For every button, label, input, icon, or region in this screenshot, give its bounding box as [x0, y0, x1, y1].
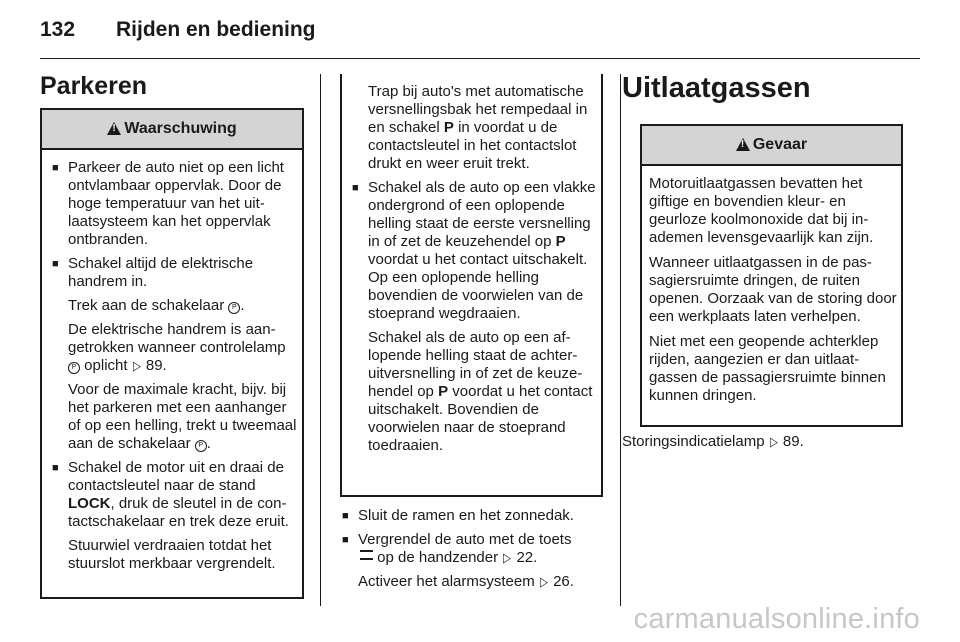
- bullet-text: , druk de sleutel in de contactschakelaar en trek deze eruit.: [68, 495, 289, 530]
- warning-box: [40, 108, 304, 599]
- danger-body: [642, 166, 901, 405]
- list-item: [50, 255, 298, 291]
- para-text: voordat u het contact uitschakelt. Bovendien de voorwielen naar de stoeprand toedraaien.: [368, 383, 593, 454]
- para-text: De elektrische handrem is aangetrokken wanneer controlelamp: [68, 321, 286, 356]
- danger-box: [640, 124, 903, 427]
- column-divider-right: [620, 74, 621, 606]
- para-text: Trap bij auto's met automatische versnellingsbak het rempedaal in en schakel: [368, 83, 588, 136]
- page-reference[interactable]: 22.: [516, 549, 538, 566]
- list-item: [50, 159, 298, 249]
- warning-triangle-icon: [107, 122, 121, 135]
- para-text: Activeer het alarmsysteem: [358, 573, 535, 590]
- middle-after-box: [340, 507, 602, 597]
- para-text: Trek aan de schakelaar: [68, 297, 225, 314]
- bullet-text: op de handzender: [377, 549, 499, 566]
- bullet-text: Vergrendel de auto met de toets: [358, 531, 572, 548]
- page-reference-arrow-icon: ▷: [503, 550, 512, 565]
- page-reference[interactable]: 89.: [145, 357, 167, 374]
- para-text: Schakel als de auto op een aflopende helling staat de achteruitversnelling in of zet de keuzehendel op: [368, 329, 583, 400]
- paragraph: Wanneer uitlaatgassen in de passagiersruimte dringen, de ruiten openen. Oorzaak van de storing door een werkplaats laten verhelpen.: [649, 254, 897, 325]
- list-item: [50, 459, 298, 531]
- para-text: in voordat u de contactsleutel in het contactslot drukt en weer eruit trekt.: [368, 119, 577, 172]
- right-after-box: [622, 433, 902, 451]
- warning-title: Waarschuwing: [124, 120, 237, 137]
- bullet-text: Schakel de motor uit en draai de contactsleutel naar de stand: [68, 459, 284, 494]
- warning-box-header: [42, 110, 302, 150]
- page-number: 132: [40, 18, 76, 41]
- para-text: Storingsindicatielamp: [622, 433, 765, 450]
- list-item: [340, 531, 602, 567]
- paragraph: [340, 573, 602, 591]
- danger-box-header: [642, 126, 901, 166]
- bullet-text: voordat u het contact uitschakelt. Op een oplopende helling bovendien de voorwielen van de stoeprand wegdraaien.: [368, 251, 588, 322]
- parking-brake-icon: P: [68, 362, 80, 374]
- section-heading-parkeren: Parkeren: [40, 72, 148, 100]
- page-reference-arrow-icon: ▷: [539, 574, 548, 589]
- list-item: [340, 507, 602, 525]
- paragraph: Niet met een geopende achterklep rijden, aangezien er dan uitlaatgassen de passagiersruimte binnen kunnen dringen.: [649, 333, 886, 404]
- header-rule: [40, 58, 920, 59]
- warning-body-continued: [342, 74, 601, 455]
- bullet-text: Parkeer de auto niet op een licht ontvlambaar oppervlak. Door de hoge temperatuur van het uitlaatsysteem kan het oppervlak ontbranden.: [68, 159, 284, 248]
- bullet-text: Sluit de ramen en het zonnedak.: [358, 507, 574, 524]
- lock-key-icon: [360, 550, 373, 560]
- warning-body: [42, 150, 302, 573]
- paragraph: [50, 537, 298, 573]
- paragraph: Trek aan de schakelaar P .: [68, 297, 245, 314]
- warning-triangle-icon: [736, 138, 750, 151]
- parking-brake-icon: P: [228, 302, 240, 314]
- paragraph: [350, 329, 597, 455]
- watermark: carmanualsonline.info: [633, 603, 920, 635]
- gear-p-label: P: [555, 233, 566, 250]
- page-reference-arrow-icon: ▷: [132, 358, 141, 373]
- lock-label: LOCK: [68, 495, 111, 512]
- gear-p-label: P: [438, 383, 449, 400]
- paragraph: [50, 321, 298, 375]
- running-head: Rijden en bediening: [116, 18, 316, 41]
- paragraph: Voor de maximale kracht, bijv. bij het parkeren met een aanhanger of op een helling, trekt u tweemaal aan de schakelaar P .: [68, 381, 297, 452]
- gear-p-label: P: [443, 119, 454, 136]
- page-reference[interactable]: 89.: [782, 433, 804, 450]
- warning-box-continued: [340, 74, 603, 497]
- page-reference[interactable]: 26.: [553, 573, 574, 590]
- para-text: oplicht: [84, 357, 128, 374]
- parking-brake-icon: P: [195, 440, 207, 452]
- bullet-text: Schakel als de auto op een vlakke ondergrond of een oplopende helling staat de eerste versnelling in of zet de keuzehendel op: [368, 179, 596, 250]
- column-divider-left: [320, 74, 321, 606]
- danger-title: Gevaar: [752, 136, 808, 153]
- list-item: [350, 179, 597, 323]
- paragraph: Motoruitlaatgassen bevatten het giftige en bovendien kleur- en geurloze koolmonoxide dat bij inademen levensgevaarlijk kan zijn.: [649, 175, 874, 246]
- para-text: Voor de maximale kracht, bijv. bij het parkeren met een aanhanger of op een helling, trekt u tweemaal aan de schakelaar: [68, 381, 297, 452]
- bullet-text: Schakel altijd de elektrische handrem in.: [68, 255, 254, 290]
- section-heading-uitlaatgassen: Uitlaatgassen: [622, 72, 811, 104]
- para-text: Stuurwiel verdraaien totdat het stuurslot merkbaar vergrendelt.: [68, 537, 276, 572]
- page-reference-arrow-icon: ▷: [769, 434, 778, 449]
- paragraph: [350, 83, 597, 173]
